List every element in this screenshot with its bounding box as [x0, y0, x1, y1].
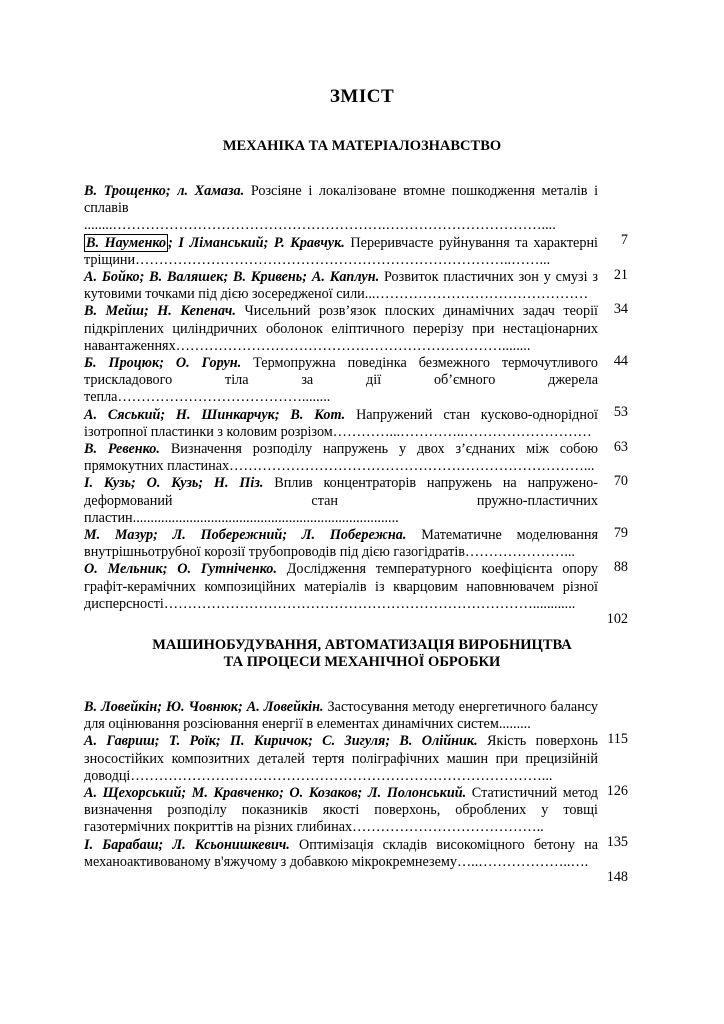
entry-authors: А. Бойко; В. Валяшек; В. Кривень; А. Каплун. — [84, 269, 380, 286]
entry-leader: ……………………………………………………………………..……... — [135, 251, 551, 268]
entry-title: Чисельний розв’язок плоских динамічних задач теорії підкріплених циліндричних оболонок еліптичного перерізу при нестаціонарних навантаженнях — [84, 303, 598, 354]
entry-page-number: 21 — [613, 266, 628, 283]
entry-leader: ...……………………………………… — [364, 286, 589, 303]
toc-list-mechanics — [84, 183, 628, 627]
entry-authors: І. Кузь; О. Кузь; Н. Піз. — [84, 475, 264, 492]
entry-authors: І. Барабаш; Л. Ксьонишкевич. — [84, 836, 290, 853]
entry-page-number: 88 — [613, 559, 628, 576]
entry-page-number: 148 — [606, 868, 628, 885]
entry-authors: А. Щехорський; М. Кравченко; О. Козаков; Л. Полонський. — [84, 785, 467, 802]
entry-page-number: 126 — [606, 782, 628, 799]
entry-title: Дослідження температурного коефіцієнта опору графіт-керамічних композиційних матеріалів із кварцовим наповнювачем різної дисперсності — [84, 561, 598, 612]
entry-authors: Б. Процюк; О. Горун. — [84, 355, 242, 372]
entry-title: Термопружна поведінка безмежного термочутливого трискладового тіла за дії об’ємного джерела тепла — [84, 355, 598, 406]
entry-leader: ......... — [498, 716, 531, 733]
entry-authors: А. Сяський; Н. Шинкарчук; В. Кот. — [84, 406, 346, 423]
entry-leader: ……………………………………………………………………............ — [163, 595, 576, 612]
entry-leader: ………………………………….. — [352, 819, 544, 836]
entry-title: Оптимізація складів високоміцного бетону на механоактивованому в'яжучому з добавкою мікрокремнезему — [84, 836, 598, 870]
entry-leader: …………...…………..……………………… — [332, 423, 592, 440]
entry-authors: А. Гавриш; Т. Роїк; П. Киричок; С. Зигуля; В. Олійник. — [84, 733, 478, 750]
section-heading-mechanics — [0, 138, 724, 155]
entry-page-number: 70 — [613, 473, 628, 490]
entry-title: Розвиток пластичних зон у смузі з кутовими точками під дією зосередженої сили — [84, 269, 598, 303]
entry-page-number: 102 — [606, 610, 628, 627]
entry-title: Переривчасте руйнування та характерні тріщини — [84, 234, 598, 268]
entry-page-number: 53 — [613, 404, 628, 421]
entry-title: Математичне моделювання внутрішньотрубної корозії трубопроводів під дією газогідратів — [84, 527, 598, 561]
entry-leader: ........................................................................... — [132, 509, 399, 526]
entry-title: Статистичний метод визначення розподілу показників якості поверхонь, оброблених у товщі газотермічних покриттів на різних глибинах — [84, 785, 598, 836]
entry-title: Вплив концентраторів напружень на напружено-деформований стан пружно-пластичних пластин — [84, 475, 598, 526]
section-heading-line: ТА ПРОЦЕСИ МЕХАНІЧНОЇ ОБРОБКИ — [223, 654, 501, 670]
page-title: ЗМІСТ — [329, 86, 395, 107]
section-heading-engineering — [0, 637, 724, 671]
entry-authors: М. Мазур; Л. Побережний; Л. Побережна. — [84, 527, 407, 544]
toc-list-engineering — [84, 699, 628, 885]
entry-page-number: 34 — [613, 301, 628, 318]
entry-authors: В. Ревенко. — [84, 441, 160, 458]
entry-title: Якість поверхонь зносостійких композитних деталей тертя поліграфічних машин при прецизійній доводці — [84, 733, 599, 784]
entry-page-number: 79 — [613, 524, 628, 541]
entry-leader: …………………………………………………………………... — [229, 458, 595, 475]
entry-authors-highlighted: В. Науменко — [86, 234, 167, 251]
entry-leader: …………………………………........ — [117, 389, 331, 406]
entry-title: Застосування методу енергетичного балансу для оцінювання розсіювання енергії в елементах динамічних систем — [84, 699, 598, 733]
entry-leader: …………………... — [465, 544, 575, 561]
entry-page-number: 7 — [620, 232, 628, 249]
entry-page-number: 115 — [607, 731, 628, 748]
entry-page-number: 135 — [606, 834, 628, 851]
section-heading-line: МАШИНОБУДУВАННЯ, АВТОМАТИЗАЦІЯ ВИРОБНИЦТВА — [152, 637, 572, 653]
entry-title: Визначення розподілу напружень у двох з’єднаних між собою прямокутних пластинах — [84, 441, 599, 475]
entry-title: Напружений стан кусково-однорідної ізотропної пластинки з коловим розрізом — [84, 406, 598, 440]
entry-page-number: 63 — [613, 438, 628, 455]
entry-authors: В. Ловейкін; Ю. Човнюк; А. Ловейкін. — [84, 699, 324, 715]
entry-authors: В. Трощенко; л. Хамаза. — [84, 183, 245, 199]
entry-leader: ........………………………………………………….…………………………….... — [84, 217, 556, 234]
entry-page-number: 44 — [613, 352, 628, 369]
entry-authors: О. Мельник; О. Гутніченко. — [84, 561, 277, 578]
section-heading-line: МЕХАНІКА ТА МАТЕРІАЛОЗНАВСТВО — [222, 138, 502, 154]
entry-title: Розсіяне і локалізоване втомне пошкодження металів і сплавів — [84, 183, 599, 217]
entry-leader: ……………………………………………………………………………... — [130, 767, 553, 784]
entry-authors: В. Мейш; Н. Кепенач. — [84, 303, 236, 320]
entry-authors: ; І Ліманський; Р. Кравчук. — [168, 234, 345, 251]
entry-leader: …..………………..…. — [456, 853, 589, 870]
entry-leader: ……………………………………………………………........ — [175, 337, 531, 354]
